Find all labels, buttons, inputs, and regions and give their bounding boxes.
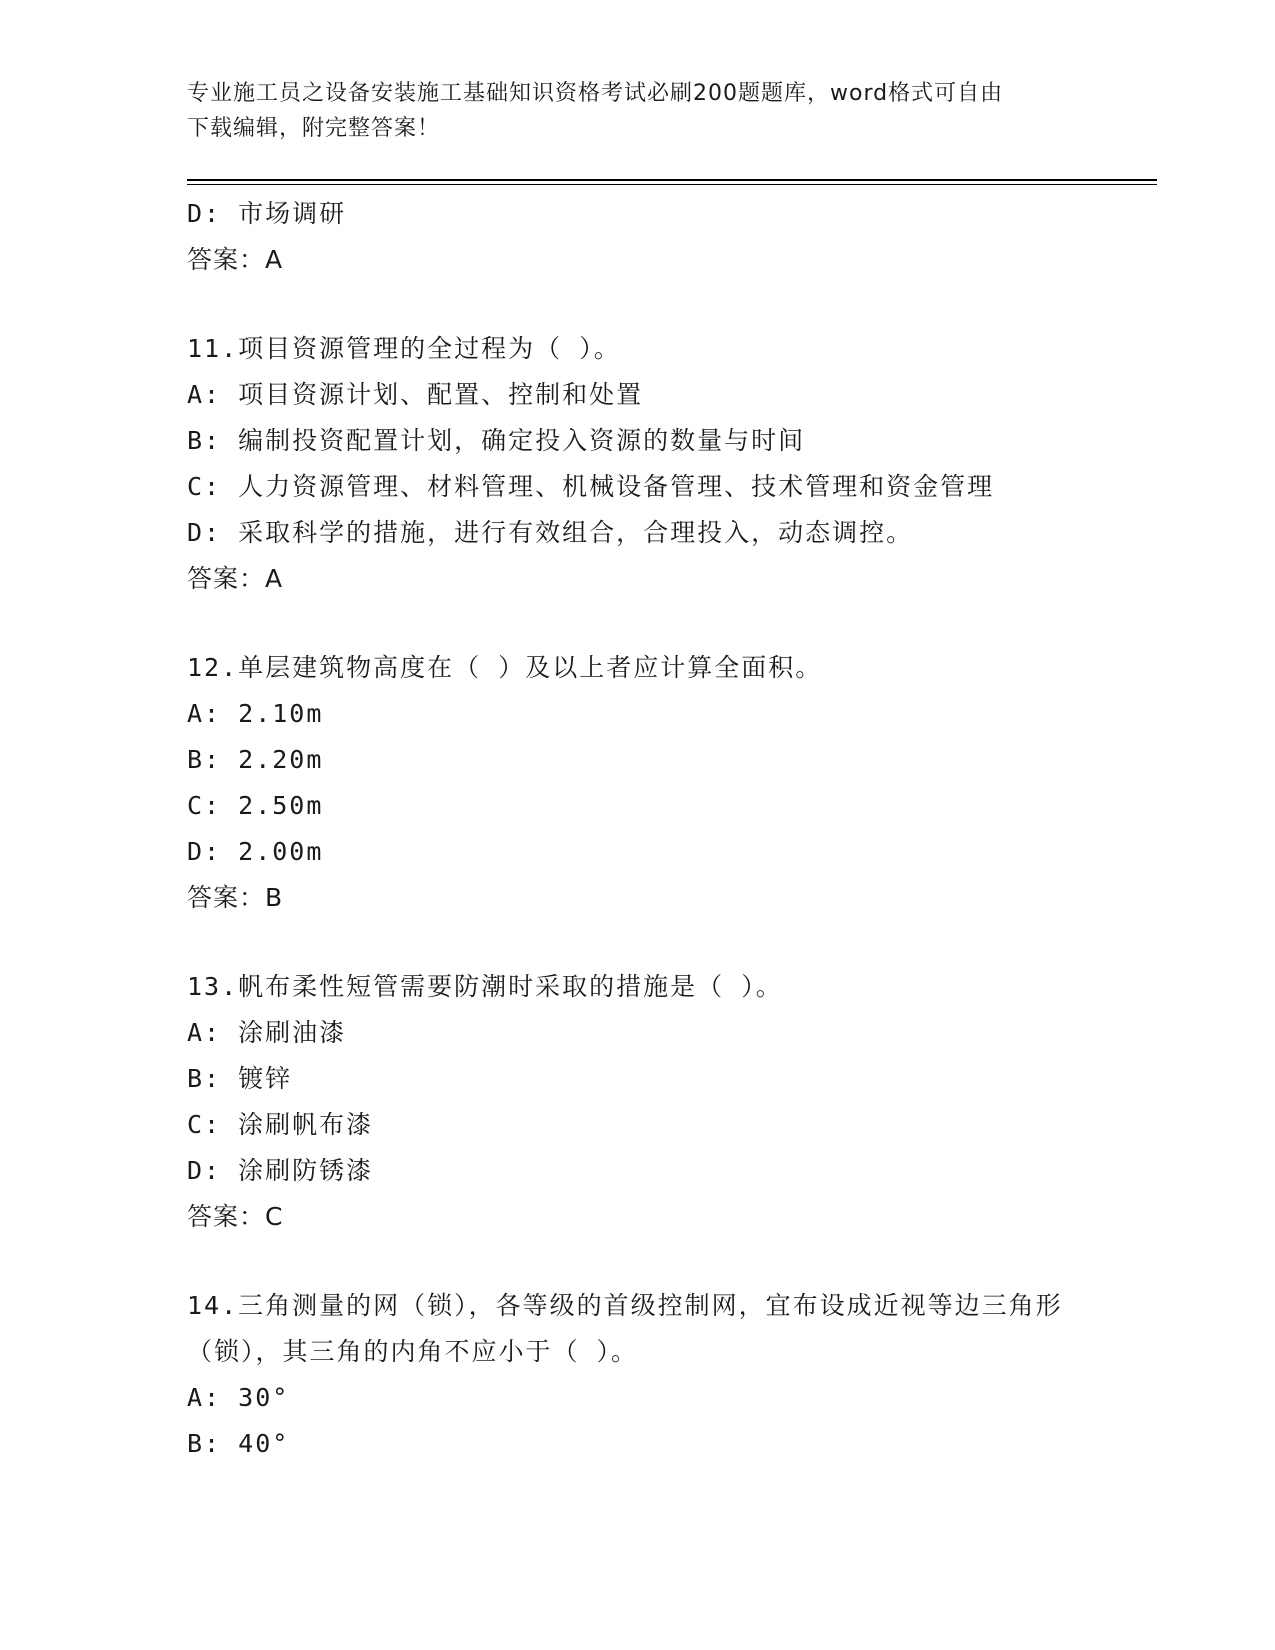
question-text: 11.项目资源管理的全过程为（ ）。 — [187, 334, 621, 363]
spacer — [187, 1240, 1147, 1283]
header-divider-thin — [187, 184, 1157, 185]
spacer — [187, 602, 1147, 645]
option-b: B: 编制投资配置计划，确定投入资源的数量与时间 — [187, 426, 806, 455]
answer: 答案：A — [187, 245, 284, 274]
question-text: 12.单层建筑物高度在（ ）及以上者应计算全面积。 — [187, 653, 823, 682]
question-12 — [187, 645, 1147, 921]
question-14 — [187, 1283, 1147, 1467]
question-13 — [187, 964, 1147, 1240]
option-c: C: 涂刷帆布漆 — [187, 1110, 374, 1139]
option-a: A: 涂刷油漆 — [187, 1018, 347, 1047]
answer: 答案：B — [187, 883, 284, 912]
option-b: B: 镀锌 — [187, 1064, 293, 1093]
header-divider — [187, 179, 1157, 181]
header-line-1: 专业施工员之设备安装施工基础知识资格考试必刷200题题库，word格式可自由 — [187, 81, 1004, 106]
page-header — [187, 76, 1067, 146]
option-b: B: 40° — [187, 1429, 290, 1458]
option-a: A: 30° — [187, 1383, 290, 1412]
question-11 — [187, 326, 1147, 602]
option-d: D: 采取科学的措施，进行有效组合，合理投入，动态调控。 — [187, 518, 914, 547]
option-b: B: 2.20m — [187, 745, 324, 774]
option-d: D: 2.00m — [187, 837, 324, 866]
option-d: D: 市场调研 — [187, 199, 347, 228]
header-line-2: 下载编辑，附完整答案！ — [187, 116, 441, 141]
spacer — [187, 283, 1147, 326]
spacer — [187, 921, 1147, 964]
option-c: C: 2.50m — [187, 791, 324, 820]
option-a: A: 2.10m — [187, 699, 324, 728]
question-text: 14.三角测量的网（锁），各等级的首级控制网，宜布设成近视等边三角形（锁），其三角的内角不应小于（ ）。 — [187, 1291, 1063, 1366]
answer: 答案：C — [187, 1202, 284, 1231]
option-a: A: 项目资源计划、配置、控制和处置 — [187, 380, 644, 409]
question-text: 13.帆布柔性短管需要防潮时采取的措施是（ ）。 — [187, 972, 783, 1001]
answer: 答案：A — [187, 564, 284, 593]
option-d: D: 涂刷防锈漆 — [187, 1156, 374, 1185]
option-c: C: 人力资源管理、材料管理、机械设备管理、技术管理和资金管理 — [187, 472, 995, 501]
question-list — [187, 191, 1147, 1467]
